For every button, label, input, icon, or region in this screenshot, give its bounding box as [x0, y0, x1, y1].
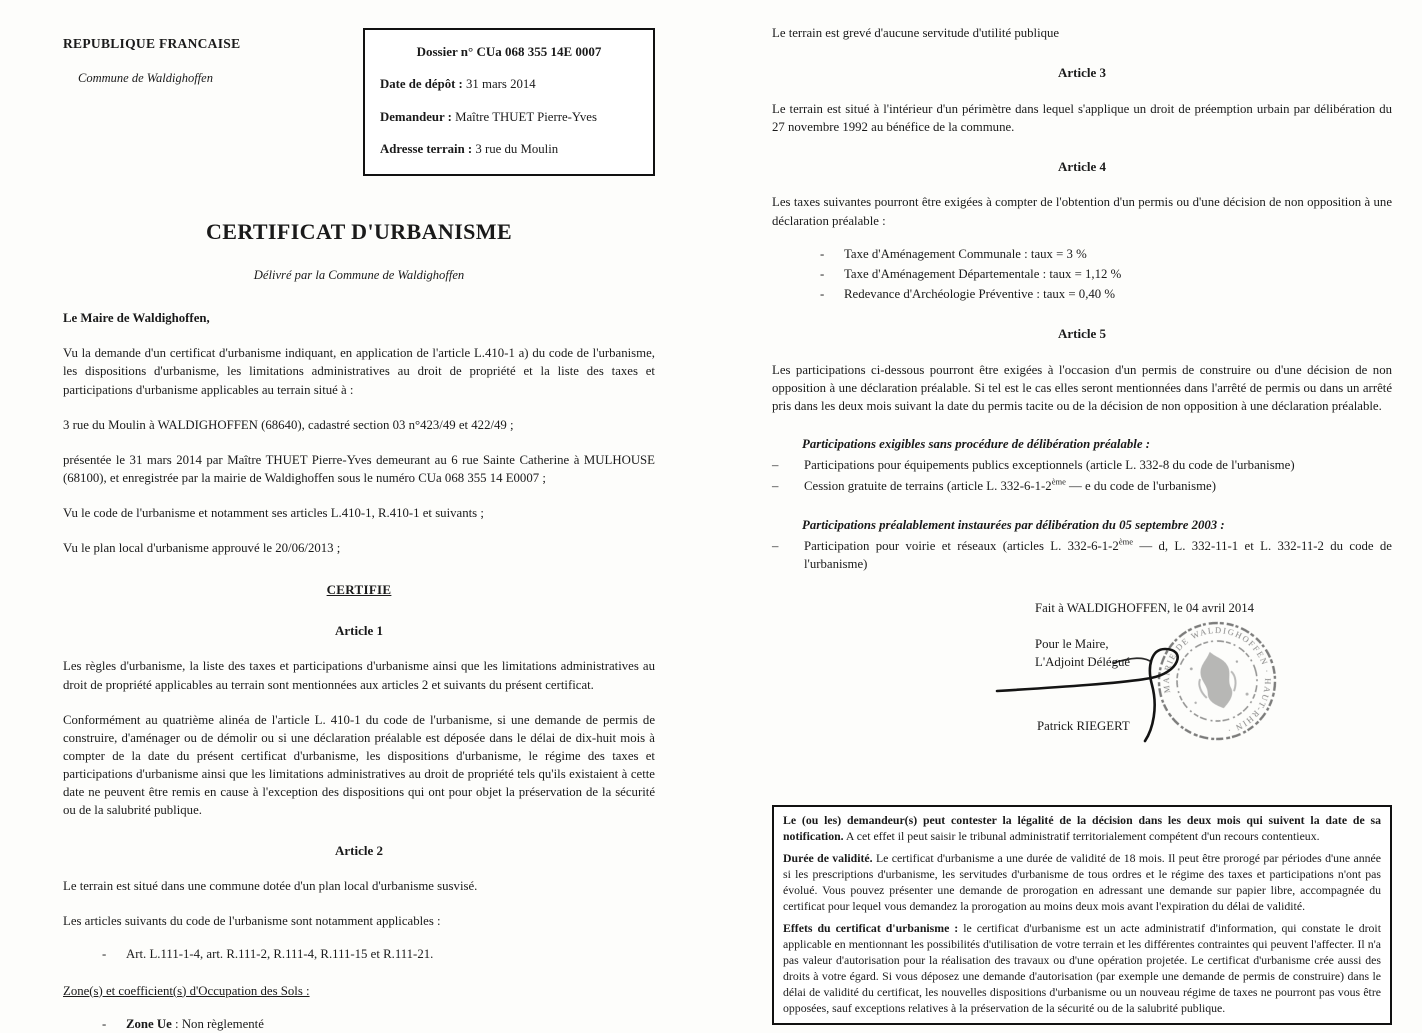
- notice-paragraph-duree: [783, 850, 1381, 914]
- zones-heading: Zone(s) et coefficient(s) d'Occupation des Sols :: [63, 983, 310, 998]
- list-item-voirie: [772, 537, 1392, 573]
- paragraph-servitude: Le terrain est grevé d'aucune servitude d'utilité publique: [772, 26, 1060, 40]
- paragraph-vu-code: Vu le code de l'urbanisme et notamment ses articles L.410-1, R.410-1 et suivants ;: [63, 506, 484, 521]
- paragraph-article1-b: Conformément au quatrième alinéa de l'article L. 410-1 du code de l'urbanisme, si une demande de permis de construire, d'aménager ou de démolir ou si une déclaration préalable est déposée dans le délai de dix-huit mois à compter de la date du présent certificat d'urbanisme, les dispositions d'urbanisme, le régime des taxes et participations d'urbanisme ainsi que les limitations administratives au droit de propriété tels qu'ils existaient à cette date ne peuvent être remis en cause à l'exception des dispositions qui ont pour objet la préservation de la sécurité ou de la salubrité publique.: [63, 712, 655, 818]
- adresse-terrain-label: Adresse terrain :: [380, 141, 473, 156]
- endash-bullet: –: [772, 458, 779, 473]
- paragraph-adresse: 3 rue du Moulin à WALDIGHOFFEN (68640), cadastré section 03 n°423/49 et 422/49 ;: [63, 417, 514, 432]
- certifie-heading: CERTIFIE: [326, 582, 392, 598]
- commune-subtitle: Commune de Waldighoffen: [78, 71, 213, 86]
- page-right: [772, 0, 1392, 1025]
- article-5-heading: Article 5: [1057, 326, 1106, 342]
- stamp-text: MAIRIE DE WALDIGHOFFEN · HAUT-RHIN ·: [1160, 624, 1274, 737]
- dash-bullet: -: [820, 287, 825, 301]
- zone-ue-label: Zone Ue: [126, 1016, 172, 1031]
- paragraph-vu-demande: Vu la demande d'un certificat d'urbanisme indiquant, en application de l'article L.410-1 a) du code de l'urbanisme, les dispositions d'urbanisme, les limitations administratives au droit de propriété et la liste des taxes et participations d'urbanisme applicables au terrain situé à :: [63, 346, 655, 397]
- header-left: [63, 28, 363, 176]
- dossier-info-box: [363, 28, 655, 176]
- tax-item-text: Taxe d'Aménagement Départementale : taux = 1,12 %: [844, 266, 1122, 281]
- maire-line: Le Maire de Waldighoffen,: [63, 311, 210, 326]
- dash-bullet: -: [102, 1016, 107, 1031]
- notice-paragraph-effets: [783, 920, 1381, 1016]
- demandeur-value: Maître THUET Pierre-Yves: [451, 109, 597, 124]
- demandeur-label: Demandeur :: [380, 109, 452, 124]
- article-3-heading: Article 3: [1057, 65, 1106, 81]
- tax-item: [772, 285, 1392, 303]
- participations-exigibles-heading: Participations exigibles sans procédure de délibération préalable :: [802, 437, 1150, 452]
- dash-bullet: -: [820, 246, 825, 261]
- notice-recours-lead: Le (ou les) demandeur(s) peut contester la légalité de la décision dans les deux mois qui suivent la date de sa notification.: [783, 813, 1381, 844]
- notice-duree-lead: Durée de validité.: [783, 851, 873, 866]
- paragraph-article4: Les taxes suivantes pourront être exigées à compter de l'obtention d'un permis ou d'une décision de non opposition à une déclaration préalable :: [772, 195, 1392, 228]
- signature-block: [1035, 599, 1392, 777]
- list-item-equipements: [772, 456, 1392, 474]
- tax-item-text: Redevance d'Archéologie Préventive : taux = 0,40 %: [844, 287, 1116, 301]
- pour-le-maire-line: Pour le Maire,: [1035, 637, 1109, 652]
- voirie-pre: Participation pour voirie et réseaux (articles L. 332-6-1-2: [804, 538, 1119, 553]
- cession-post: — e du code de l'urbanisme): [1065, 479, 1216, 494]
- document-header: [63, 28, 655, 176]
- list-item-equipements-text: Participations pour équipements publics exceptionnels (article L. 332-8 du code de l'urbanisme): [804, 458, 1295, 473]
- tax-item: [772, 245, 1392, 263]
- legal-notice-box: [772, 805, 1392, 1025]
- article-2-heading: Article 2: [334, 842, 383, 858]
- participations-instaurees-heading: Participations préalablement instaurées par délibération du 05 septembre 2003 :: [802, 517, 1225, 532]
- taxes-list: [772, 245, 1392, 303]
- fait-line: Fait à WALDIGHOFFEN, le 04 avril 2014: [1035, 601, 1255, 616]
- list-item-articles-text: Art. L.111-1-4, art. R.111-2, R.111-4, R.111-15 et R.111-21.: [126, 947, 434, 962]
- date-depot-value: 31 mars 2014: [462, 77, 536, 92]
- cession-sup: ème: [1051, 477, 1066, 488]
- voirie-sup: ème: [1118, 536, 1133, 547]
- republique-title: REPUBLIQUE FRANCAISE: [63, 36, 241, 51]
- notice-duree-rest: Le certificat d'urbanisme a une durée de validité de 18 mois. Il peut être prorogé par périodes d'une année si les prescriptions d'urbanisme, les servitudes d'urbanisme de tous ordres et le régime des taxes et participations n'ont pas évolué. Vous pouvez présenter une demande de prorogation en adressant une demande sur papier libre, accompagnée du certificat pour lequel vous demandez la prorogation au moins deux mois avant l'expiration du délai de validité.: [783, 851, 1381, 914]
- adjoint-line: L'Adjoint Délégué: [1035, 655, 1131, 670]
- date-depot-label: Date de dépôt :: [380, 77, 463, 92]
- notice-paragraph-recours: [783, 812, 1381, 844]
- page-left: [63, 0, 655, 1033]
- zone-ue-value: : Non règlementé: [171, 1016, 264, 1031]
- notice-effets-rest: le certificat d'urbanisme est un acte administratif d'information, qui constate le droit applicable en mentionnant les possibilités d'utilisation de votre terrain et les différentes contraintes qui peuvent l'affecter. Il n'a pas valeur d'autorisation pour la réalisation des travaux ou d'une opération projetée. Le certificat d'urbanisme crée aussi des droits à votre égard. Si vous déposez une demande d'autorisation (par exemple une demande de permis de construire) dans le délai de validité du certificat, les nouvelles dispositions d'urbanisme ou un nouveau régime de taxes ne pourront pas vous être opposées, sauf exceptions relatives à la préservation de la sécurité ou de la salubrité publique.: [783, 921, 1381, 1016]
- endash-bullet: –: [772, 479, 779, 494]
- endash-bullet: –: [772, 538, 779, 553]
- document-subtitle: Délivré par la Commune de Waldighoffen: [253, 268, 465, 283]
- paragraph-article3: Le terrain est situé à l'intérieur d'un périmètre dans lequel s'applique un droit de préemption urbain par délibération du 27 novembre 1992 au bénéfice de la commune.: [772, 101, 1392, 134]
- list-item-cession: [772, 477, 1392, 495]
- dash-bullet: -: [102, 947, 107, 962]
- notice-recours-rest: A cet effet il peut saisir le tribunal administratif territorialement compétent d'un recours contentieux.: [843, 829, 1320, 844]
- dash-bullet: -: [820, 266, 825, 281]
- list-item-articles: [63, 945, 655, 963]
- signataire-name: Patrick RIEGERT: [1037, 719, 1130, 734]
- paragraph-article2-b: Les articles suivants du code de l'urbanisme sont notamment applicables :: [63, 914, 441, 929]
- voirie-post: — d, L. 332-11-1 et L. 332-11-2 du code de l'urbanisme): [804, 538, 1392, 571]
- paragraph-vu-plu: Vu le plan local d'urbanisme approuvé le 20/06/2013 ;: [63, 541, 341, 556]
- paragraph-article1-a: Les règles d'urbanisme, la liste des taxes et participations d'urbanisme ainsi que les limitations administratives au droit de propriété applicables au terrain sont mentionnées aux articles 2 et suivants du présent certificat.: [63, 659, 655, 692]
- cession-pre: Cession gratuite de terrains (article L. 332-6-1-2: [804, 479, 1052, 494]
- adresse-terrain-value: 3 rue du Moulin: [472, 141, 559, 156]
- tax-item-text: Taxe d'Aménagement Communale : taux = 3 %: [844, 246, 1087, 261]
- notice-effets-lead: Effets du certificat d'urbanisme :: [783, 921, 959, 936]
- document-title: CERTIFICAT D'URBANISME: [205, 218, 513, 244]
- article-1-heading: Article 1: [334, 622, 383, 638]
- paragraph-article5: Les participations ci-dessous pourront être exigées à l'occasion d'un permis de construire ou d'une décision de non opposition à une déclaration préalable. Si tel est le cas elles seront mentionnées dans l'arrêté de permis ou dans un arrêté pris dans les deux mois suivant la date du permis tacite ou de la décision de non opposition à une déclaration préalable.: [772, 362, 1392, 413]
- demandeur-row: [380, 108, 638, 126]
- tax-item: [772, 265, 1392, 283]
- adresse-terrain-row: [380, 140, 638, 158]
- paragraph-presentee: présentée le 31 mars 2014 par Maître THUET Pierre-Yves demeurant au 6 rue Sainte Catherine à MULHOUSE (68100), et enregistrée par la mairie de Waldighoffen sous le numéro CUa 068 355 14 E0007 ;: [63, 452, 655, 485]
- list-item-zone-ue: [63, 1015, 655, 1033]
- dossier-number: Dossier n° CUa 068 355 14E 0007: [416, 44, 602, 59]
- date-depot-row: [380, 75, 638, 93]
- paragraph-article2-a: Le terrain est situé dans une commune dotée d'un plan local d'urbanisme susvisé.: [63, 879, 478, 894]
- article-4-heading: Article 4: [1057, 158, 1106, 174]
